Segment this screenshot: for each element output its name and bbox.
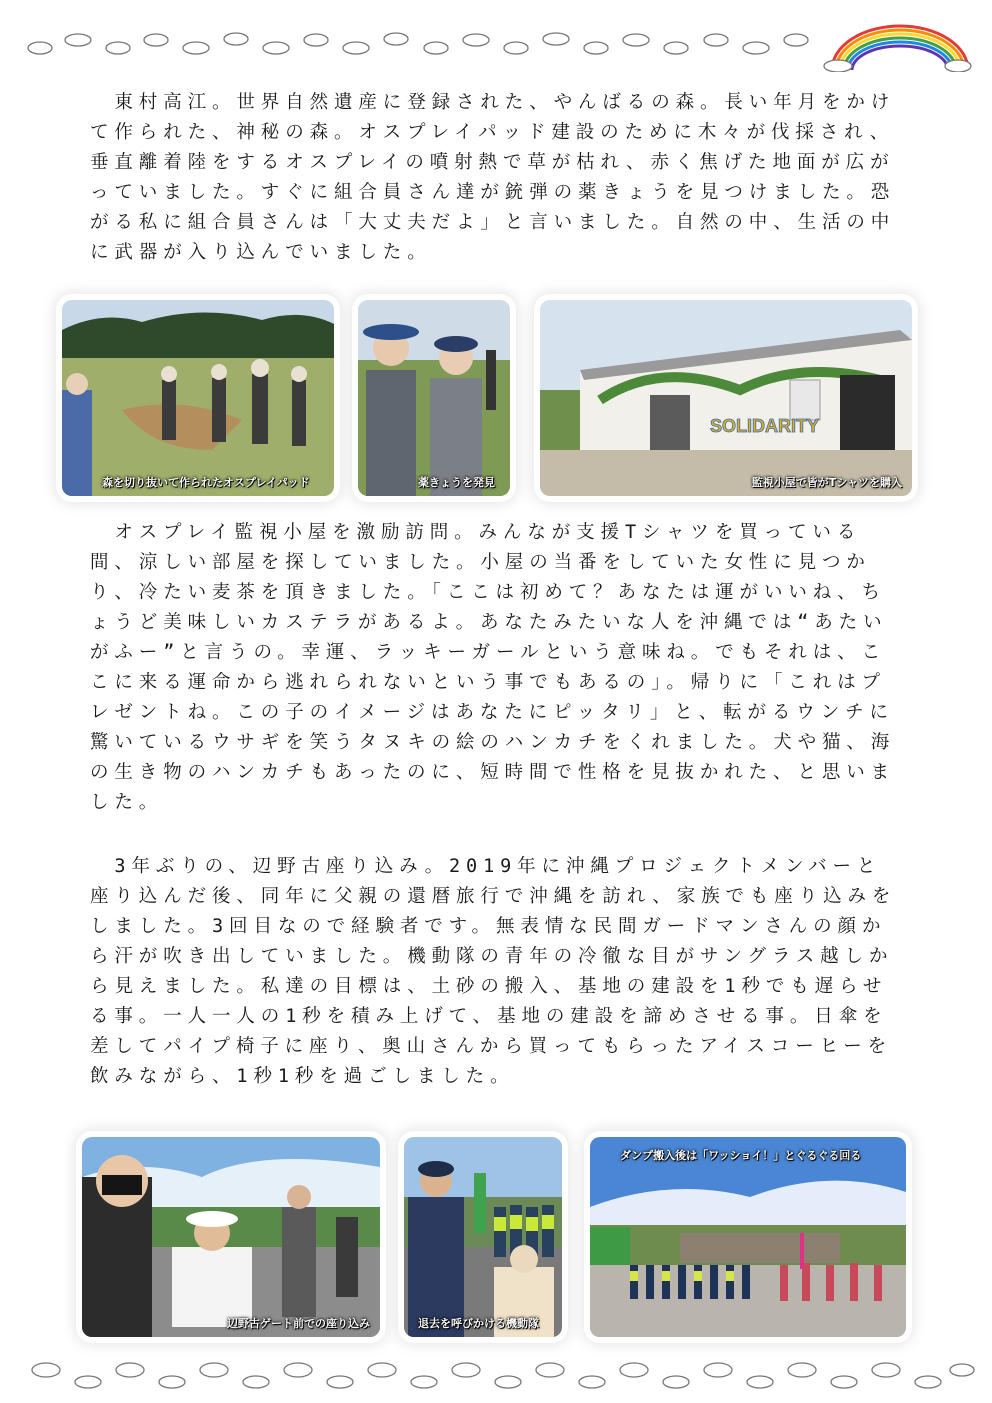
photo-dump-trucks (590, 1137, 906, 1337)
photo-sit-in (82, 1137, 380, 1337)
photo-shell-casing (358, 300, 510, 496)
cloud-icon (32, 1363, 974, 1388)
photo-caption: ダンプ搬入後は「ワッショイ！」とぐるぐる回る (620, 1149, 862, 1162)
top-cloud-border (0, 22, 992, 62)
paragraph-watch-hut: オスプレイ監視小屋を激励訪問。みんなが支援Tシャツを買っている間、涼しい部屋を探していました。小屋の当番をしていた女性に見つかり、冷たい麦茶を頂きました。「ここは初めて？あなたは運がいいね、ちょうど美味しいカステラがあるよ。あなたみたいな人を沖縄では“あたいがふー”と言うの。幸運、ラッキーガールという意味ね。でもそれは、ここに来る運命から逃れられないという事でもあるの」。帰りに「これはプレゼントね。この子のイメージはあなたにピッタリ」と、転がるウンチに驚いているウサギを笑うタヌキの絵のハンカチをくれました。犬や猫、海の生き物のハンカチもあったのに、短時間で性格を見抜かれた、と思いました。 (90, 522, 896, 813)
paragraph-henoko: 3年ぶりの、辺野古座り込み。2019年に沖縄プロジェクトメンバーと座り込んだ後、同年に父親の還暦旅行で沖縄を訪れ、家族でも座り込みをしました。3回目なので経験者です。無表情な民間ガードマンさんの顔から汗が吹き出していました。機動隊の青年の冷徹な目がサングラス越しから見えました。私達の目標は、土砂の搬入、基地の建設を1秒でも遅らせる事。一人一人の1秒を積み上げて、基地の建設を諦めさせる事。日傘を差してパイプ椅子に座り、奥山さんから買ってもらったアイスコーヒーを飲みながら、1秒1秒を過ごしました。 (90, 856, 897, 1087)
photo-caption: 監視小屋で皆がTシャツを購入 (751, 476, 902, 489)
photo-watch-hut (540, 300, 912, 496)
photo-caption: 薬きょうを発見 (418, 476, 495, 489)
solidarity-sign: SOLIDARITY (710, 416, 820, 436)
paragraph-takae: 東村高江。世界自然遺産に登録された、やんばるの森。長い年月をかけて作られた、神秘の森。オスプレイパッド建設のために木々が伐採され、垂直離着陸をするオスプレイの噴射熱で草が枯れ、赤く焦げた地面が広がっていました。すぐに組合員さん達が銃弾の薬きょうを見つけました。恐がる私に組合員さんは「大丈夫だよ」と言いました。自然の中、生活の中に武器が入り込んでいました。 (90, 92, 896, 263)
photo-osprey-pad (62, 300, 334, 496)
bottom-cloud-border (0, 1350, 992, 1400)
photo-caption: 退去を呼びかける機動隊 (418, 1317, 539, 1330)
photo-caption: 辺野古ゲート前での座り込み (227, 1317, 370, 1330)
cloud-icon (28, 33, 808, 54)
photo-riot-police (404, 1137, 562, 1337)
photo-caption: 森を切り抜いて作られたオスプレイパッド (102, 476, 310, 489)
